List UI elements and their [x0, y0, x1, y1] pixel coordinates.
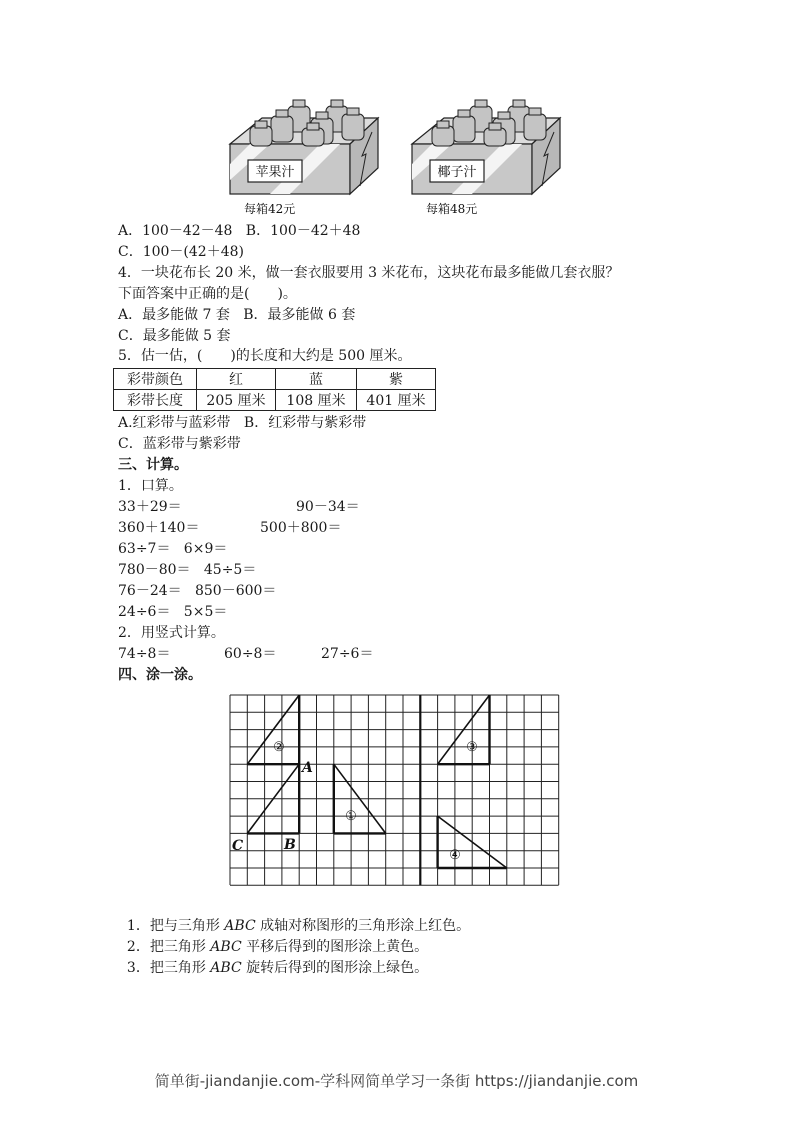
svg-text:每箱42元: 每箱42元 [244, 202, 296, 216]
apple-juice-box [230, 100, 378, 216]
section3-title: 三、计算。 [118, 457, 188, 473]
oral-calc-3: 63÷7＝ 6×9＝ [118, 541, 228, 557]
q4-question-line2: 下面答案中正确的是( )。 [118, 286, 297, 302]
oral-calc-1b: 90－34＝ [296, 499, 360, 515]
vertical-calc-2: 60÷8＝ [224, 646, 277, 662]
oral-calc-4: 780－80＝ 45÷5＝ [118, 562, 257, 578]
shape-label-3: ③ [466, 740, 478, 755]
section4-title: 四、涂一涂。 [118, 667, 202, 683]
oral-calc-2b: 500＋800＝ [260, 520, 342, 536]
ribbon-table [113, 368, 436, 411]
q3-options-line2: C．100－(42＋48) [118, 244, 244, 260]
table-cell: 205 厘米 [197, 390, 276, 411]
table-cell: 108 厘米 [276, 390, 357, 411]
vertex-label-c: C [232, 838, 244, 854]
table-cell: 紫 [357, 369, 436, 390]
shape-label-1: ① [345, 809, 357, 824]
table-cell: 彩带颜色 [114, 369, 197, 390]
q5-options-line1: A.红彩带与蓝彩带 B．红彩带与紫彩带 [118, 415, 367, 431]
table-row [114, 369, 436, 390]
oral-calc-2a: 360＋140＝ [118, 520, 200, 536]
table-cell: 401 厘米 [357, 390, 436, 411]
table-row [114, 390, 436, 411]
oral-calc-1a: 33＋29＝ [118, 499, 182, 515]
shape-label-4: ④ [449, 848, 461, 863]
page-footer: 简单街-jiandanjie.com-学科网简单学习一条街 https://jiandanjie.com [154, 1072, 639, 1090]
oral-calc-5: 76－24＝ 850－600＝ [118, 583, 277, 599]
q4-question-line1: 4．一块花布长 20 米，做一套衣服要用 3 米花布，这块花布最多能做几套衣服？ [118, 265, 620, 281]
q4-options-line2: C．最多能做 5 套 [118, 328, 231, 344]
section3-sub1: 1．口算。 [118, 478, 183, 494]
table-cell: 红 [197, 369, 276, 390]
q5-options-line2: C．蓝彩带与紫彩带 [118, 436, 241, 452]
q3-options-line1: A．100－42－48 B．100－42＋48 [118, 223, 361, 239]
vertical-calc-3: 27÷6＝ [321, 646, 374, 662]
task-2: 2．把三角形 ABC 平移后得到的图形涂上黄色。 [126, 939, 429, 955]
section3-sub2: 2．用竖式计算。 [118, 625, 225, 641]
q4-options-line1: A．最多能做 7 套 B．最多能做 6 套 [118, 307, 356, 323]
task-1: 1．把与三角形 ABC 成轴对称图形的三角形涂上红色。 [126, 918, 471, 934]
svg-text:苹果汁: 苹果汁 [255, 165, 295, 180]
table-cell: 彩带长度 [114, 390, 197, 411]
svg-text:椰子汁: 椰子汁 [437, 165, 477, 180]
table-cell: 蓝 [276, 369, 357, 390]
svg-text:每箱48元: 每箱48元 [426, 202, 478, 216]
shape-label-2: ② [273, 740, 285, 755]
oral-calc-6: 24÷6＝ 5×5＝ [118, 604, 228, 620]
vertex-label-b: B [284, 837, 296, 853]
triangle-grid-figure [229, 694, 561, 892]
coconut-juice-box [412, 100, 560, 216]
vertical-calc-1: 74÷8＝ [118, 646, 171, 662]
task-3: 3．把三角形 ABC 旋转后得到的图形涂上绿色。 [126, 960, 429, 976]
q5-question: 5．估一估，( )的长度和大约是 500 厘米。 [118, 348, 412, 364]
vertex-label-a: A [302, 760, 313, 776]
juice-boxes-figure [226, 96, 568, 218]
